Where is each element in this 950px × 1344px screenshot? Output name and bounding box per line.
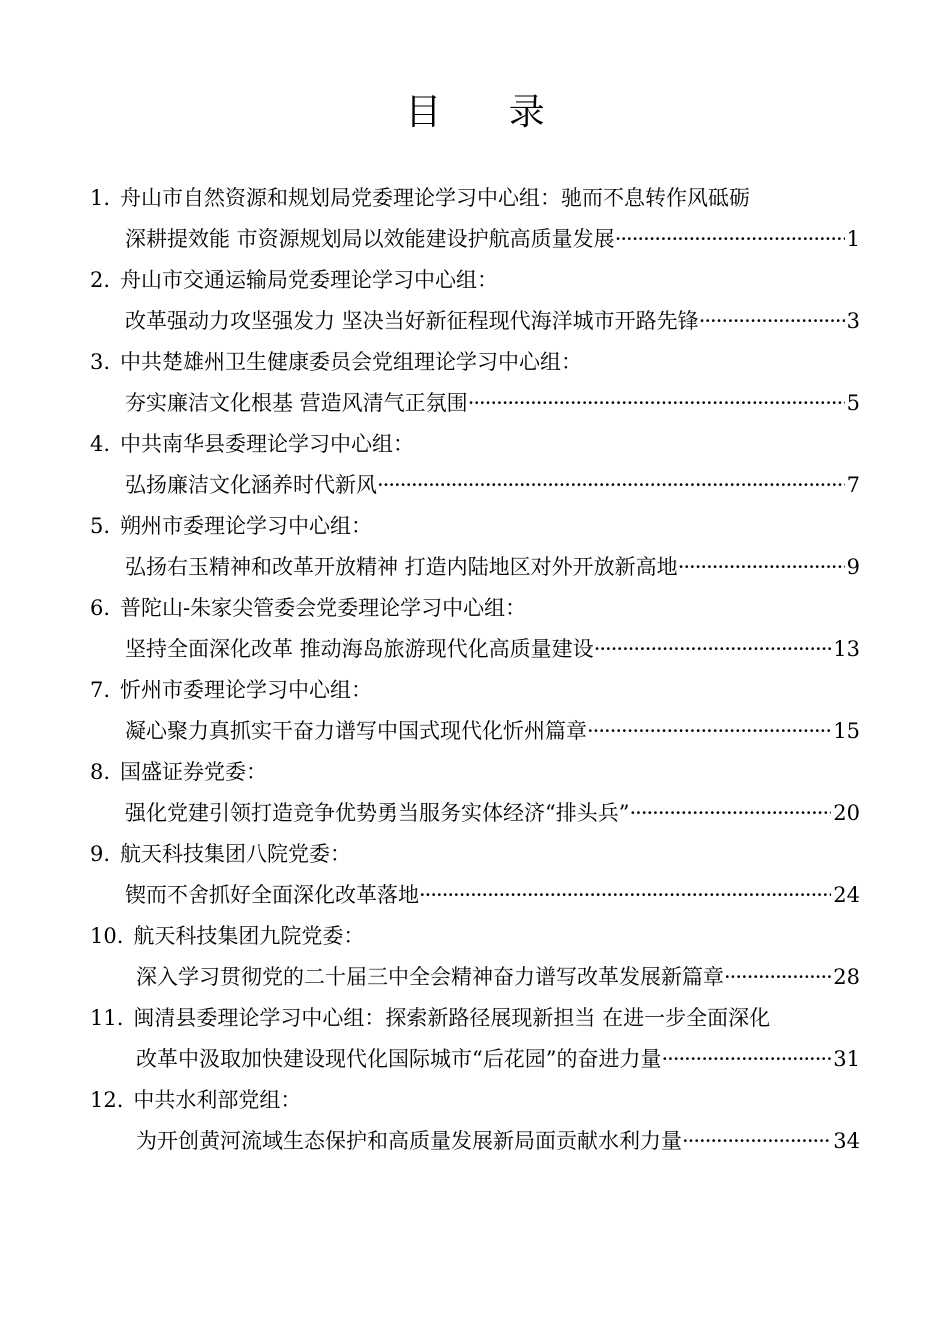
toc-leader-dots xyxy=(724,957,831,998)
toc-leader-dots xyxy=(629,793,831,834)
toc-entry-subtitle-line xyxy=(90,711,860,752)
toc-entry-subtitle-line xyxy=(90,957,860,998)
toc-entry-subtitle-line xyxy=(90,793,860,834)
toc-entry[interactable] xyxy=(90,506,860,588)
toc-entry-heading xyxy=(90,752,860,793)
toc-entry-number: 5. xyxy=(90,514,111,538)
toc-entry[interactable] xyxy=(90,260,860,342)
toc-entry-heading xyxy=(90,834,860,875)
toc-entry[interactable] xyxy=(90,1080,860,1162)
toc-page-number: 9 xyxy=(846,555,860,579)
toc-entry-subtitle: 深入学习贯彻党的二十届三中全会精神奋力谱写改革发展新篇章 xyxy=(136,965,724,989)
toc-entry-heading-text: 中共南华县委理论学习中心组： xyxy=(120,432,415,456)
toc-entry-subtitle-line xyxy=(90,875,860,916)
toc-entry-subtitle: 夯实廉洁文化根基 营造风清气正氛围 xyxy=(125,391,468,415)
toc-entry[interactable] xyxy=(90,588,860,670)
toc-leader-dots xyxy=(377,465,845,506)
toc-entry[interactable] xyxy=(90,916,860,998)
toc-entry-number: 3. xyxy=(90,350,111,374)
toc-entry-subtitle-line xyxy=(90,301,860,342)
toc-entry-heading-text: 朔州市委理论学习中心组： xyxy=(120,514,373,538)
toc-page-number: 7 xyxy=(846,473,860,497)
toc-entry-heading-text: 中共水利部党组： xyxy=(133,1088,302,1112)
toc-entry-subtitle-line xyxy=(90,1039,860,1080)
toc-entry-subtitle-line xyxy=(90,465,860,506)
toc-entry-subtitle: 弘扬右玉精神和改革开放精神 打造内陆地区对外开放新高地 xyxy=(125,555,678,579)
toc-leader-dots xyxy=(699,301,845,342)
toc-page-number: 3 xyxy=(846,309,860,333)
toc-entry-subtitle: 深耕提效能 市资源规划局以效能建设护航高质量发展 xyxy=(125,227,615,251)
toc-entry-heading-text: 国盛证券党委： xyxy=(120,760,268,784)
toc-entry[interactable] xyxy=(90,670,860,752)
toc-entry-number: 1. xyxy=(90,186,111,210)
toc-entry-heading xyxy=(90,424,860,465)
toc-entry-subtitle: 改革中汲取加快建设现代化国际城市“后花园”的奋进力量 xyxy=(136,1047,662,1071)
toc-entry-number: 12. xyxy=(90,1088,124,1112)
table-of-contents xyxy=(90,178,860,1162)
toc-entry-heading-text: 忻州市委理论学习中心组： xyxy=(120,678,373,702)
toc-entry-heading xyxy=(90,342,860,383)
toc-page-number: 1 xyxy=(846,227,860,251)
toc-entry[interactable] xyxy=(90,834,860,916)
toc-entry-heading-text: 航天科技集团八院党委： xyxy=(120,842,352,866)
toc-entry-heading-text: 航天科技集团九院党委： xyxy=(133,924,365,948)
toc-entry-number: 7. xyxy=(90,678,111,702)
toc-entry-heading xyxy=(90,588,860,629)
toc-entry-subtitle-line xyxy=(90,547,860,588)
toc-page-number: 31 xyxy=(833,1047,860,1071)
toc-leader-dots xyxy=(587,711,831,752)
toc-entry-number: 11. xyxy=(90,1006,124,1030)
toc-page-number: 28 xyxy=(833,965,860,989)
toc-entry[interactable] xyxy=(90,752,860,834)
toc-leader-dots xyxy=(615,219,845,260)
toc-entry[interactable] xyxy=(90,342,860,424)
toc-page-number: 20 xyxy=(833,801,860,825)
toc-entry-subtitle: 改革强动力攻坚强发力 坚决当好新征程现代海洋城市开路先锋 xyxy=(125,309,699,333)
toc-leader-dots xyxy=(594,629,832,670)
toc-entry-number: 4. xyxy=(90,432,111,456)
toc-entry-heading xyxy=(90,1080,860,1121)
toc-entry-number: 9. xyxy=(90,842,111,866)
toc-entry-number: 10. xyxy=(90,924,124,948)
toc-entry-subtitle-line xyxy=(90,1121,860,1162)
toc-entry-heading-text: 中共楚雄州卫生健康委员会党组理论学习中心组： xyxy=(120,350,583,374)
toc-entry-subtitle: 为开创黄河流域生态保护和高质量发展新局面贡献水利力量 xyxy=(136,1129,682,1153)
toc-leader-dots xyxy=(682,1121,831,1162)
toc-page-number: 15 xyxy=(833,719,860,743)
toc-entry-heading xyxy=(90,998,860,1039)
toc-page-number: 34 xyxy=(833,1129,860,1153)
toc-entry-heading-text: 闽清县委理论学习中心组：探索新路径展现新担当 在进一步全面深化 xyxy=(133,1006,771,1030)
toc-entry-subtitle-line xyxy=(90,383,860,424)
toc-entry-number: 8. xyxy=(90,760,111,784)
toc-entry-subtitle-line xyxy=(90,219,860,260)
toc-page-number: 24 xyxy=(833,883,860,907)
toc-entry-heading-text: 普陀山-朱家尖管委会党委理论学习中心组： xyxy=(120,596,527,620)
toc-entry-heading xyxy=(90,178,860,219)
toc-entry[interactable] xyxy=(90,998,860,1080)
toc-entry-subtitle: 强化党建引领打造竞争优势勇当服务实体经济“排头兵” xyxy=(125,801,630,825)
toc-entry-subtitle: 坚持全面深化改革 推动海岛旅游现代化高质量建设 xyxy=(125,637,594,661)
toc-leader-dots xyxy=(661,1039,831,1080)
toc-leader-dots xyxy=(678,547,845,588)
toc-entry-subtitle: 锲而不舍抓好全面深化改革落地 xyxy=(125,883,419,907)
toc-page-number: 5 xyxy=(846,391,860,415)
toc-leader-dots xyxy=(419,875,831,916)
toc-leader-dots xyxy=(468,383,845,424)
toc-entry-number: 2. xyxy=(90,268,111,292)
toc-entry-subtitle: 弘扬廉洁文化涵养时代新风 xyxy=(125,473,377,497)
toc-entry-heading xyxy=(90,506,860,547)
toc-entry-subtitle-line xyxy=(90,629,860,670)
page-title: 目 录 xyxy=(405,92,573,133)
toc-entry[interactable] xyxy=(90,424,860,506)
toc-entry-heading xyxy=(90,670,860,711)
toc-entry-heading xyxy=(90,260,860,301)
toc-entry-subtitle: 凝心聚力真抓实干奋力谱写中国式现代化忻州篇章 xyxy=(125,719,587,743)
toc-entry-number: 6. xyxy=(90,596,111,620)
toc-page-number: 13 xyxy=(833,637,860,661)
toc-entry-heading-text: 舟山市交通运输局党委理论学习中心组： xyxy=(120,268,499,292)
toc-entry-heading xyxy=(90,916,860,957)
toc-entry[interactable] xyxy=(90,178,860,260)
toc-entry-heading-text: 舟山市自然资源和规划局党委理论学习中心组：驰而不息转作风砥砺 xyxy=(120,186,751,210)
